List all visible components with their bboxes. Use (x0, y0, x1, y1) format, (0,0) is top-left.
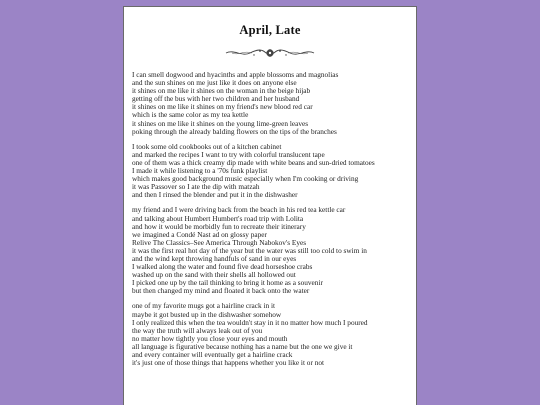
poem-line: one of them was a thick creamy dip made with white beans and sun-dried tomatoes (132, 157, 375, 167)
poem-line: we imagined a Condé Nast ad on glossy paper (132, 229, 267, 239)
stanza (132, 206, 416, 295)
poem-line: my friend and I were driving back from the beach in his red tea kettle car (132, 205, 346, 215)
poem-line: all language is figurative because nothing has a name but the one we give it (132, 341, 353, 351)
poem-line: and the sun shines on me just like it does on anyone else (132, 78, 297, 88)
poem-line: it was Passover so I ate the dip with matzah (132, 182, 260, 192)
poem-line: it's just one of those things that happens whether you like it or not (132, 358, 325, 368)
poem-line: which is the same color as my tea kettle (132, 110, 249, 120)
poem-line: poking through the already balding flowers on the tips of the branches (132, 126, 337, 136)
poem-line: and talking about Humbert Humbert's road trip with Lolita (132, 213, 304, 223)
stanza (132, 302, 416, 367)
poem-line: washed up on the sand with their shells all hollowed out (132, 270, 296, 280)
poem-line: one of my favorite mugs got a hairline crack in it (132, 301, 276, 311)
poem-line: maybe it got busted up in the dishwasher somehow (132, 309, 282, 319)
poem-line: the way the truth will always leak out of you (132, 325, 263, 335)
flourish-divider-icon (224, 47, 316, 59)
poem-line: I walked along the water and found five dead horseshoe crabs (132, 262, 313, 272)
poem-line: but then changed my mind and floated it back onto the water (132, 286, 310, 296)
poem-line: and then I rinsed the blender and put it in the dishwasher (132, 190, 298, 200)
poem-line: I can smell dogwood and hyacinths and apple blossoms and magnolias (132, 70, 339, 79)
poem-line: Relive The Classics–See America Through Nabokov's Eyes (132, 237, 307, 247)
poem-line: and marked the recipes I want to try with colorful translucent tape (132, 149, 325, 159)
poem-page (123, 6, 417, 405)
poem-line: I picked one up by the tail thinking to bring it home as a souvenir (132, 278, 323, 288)
poem-line: I only realized this when the tea wouldn't stay in it no matter how much I poured (132, 317, 368, 327)
stanza (132, 143, 416, 200)
poem-title: April, Late (239, 23, 301, 37)
poem-line: it was the first real hot day of the year but the water was still too cold to swim in (132, 245, 367, 255)
poem-line: and how it would be morbidly fun to recreate their itinerary (132, 221, 306, 231)
poem-line: and every container will eventually get a hairline crack (132, 350, 293, 359)
poem-line: it shines on me like it shines on my friend's new blood red car (132, 102, 313, 112)
poem-line: I took some old cookbooks out of a kitchen cabinet (132, 141, 282, 151)
poem-line: I made it while listening to a '70s funk playlist (132, 166, 268, 176)
poem-body (132, 71, 416, 367)
poem-line: it shines on me like it shines on the woman in the beige hijab (132, 86, 311, 96)
poem-line: no matter how tightly you close your eyes and mouth (132, 333, 288, 343)
poem-line: and the wind kept throwing handfuls of sand in our eyes (132, 253, 297, 263)
poem-line: which makes good background music especially when I'm cooking or driving (132, 174, 359, 184)
stanza (132, 71, 416, 136)
poem-line: getting off the bus with her two children and her husband (132, 94, 300, 104)
poem-line: it shines on me like it shines on the young lime-green leaves (132, 118, 309, 128)
